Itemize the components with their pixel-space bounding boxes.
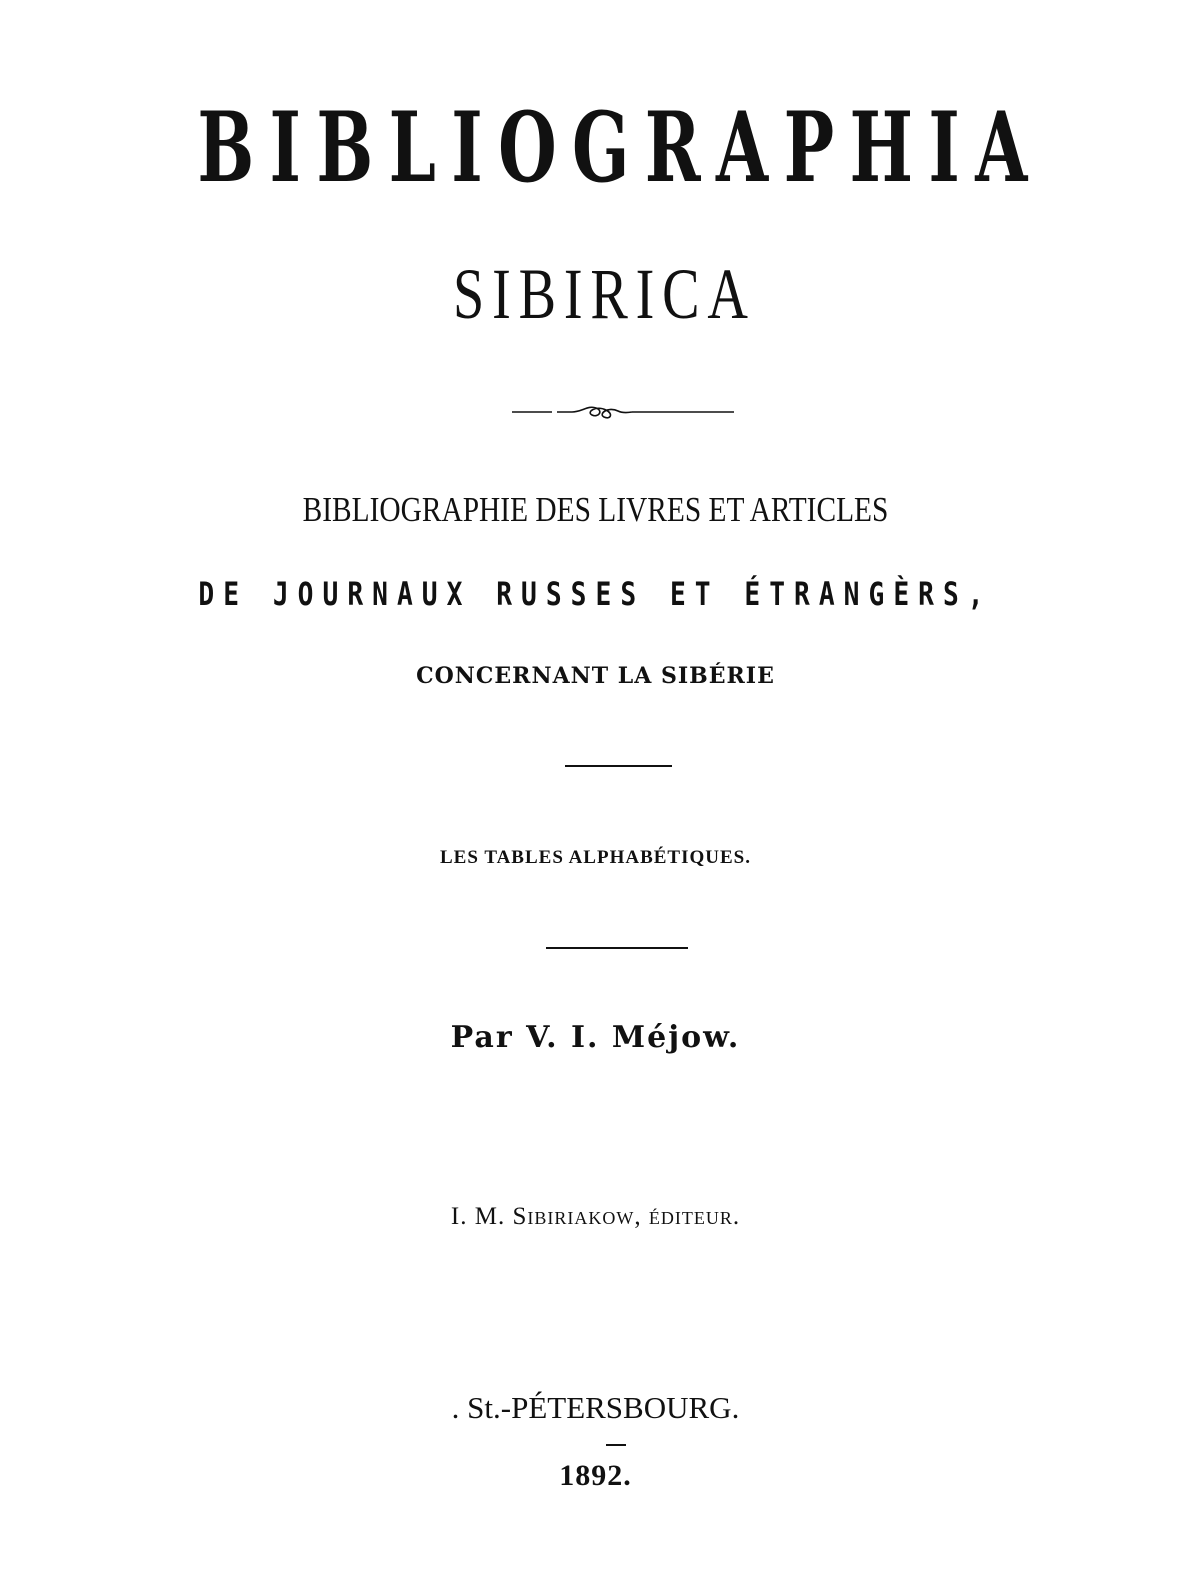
description-line-2: DE JOURNAUX RUSSES ET ÉTRANGÈRS, [198, 575, 993, 613]
tables-heading: LES TABLES ALPHABÉTIQUES. [440, 847, 751, 868]
description-line-1: BIBLIOGRAPHIE DES LIVRES ET ARTICLES [302, 490, 889, 529]
author-line: Par V. I. Méjow. [450, 1020, 741, 1055]
publication-year: 1892. [559, 1459, 632, 1492]
divider-rule [546, 947, 688, 949]
flourish-ornament-icon [512, 400, 734, 424]
editor-line: I. M. Sibiriakow, éditeur. [450, 1203, 741, 1230]
publication-city: . St.-PÉTERSBOURG. [451, 1390, 740, 1425]
main-title: BIBLIOGRAPHIA [197, 91, 1043, 204]
divider-rule [565, 765, 672, 767]
divider-rule [606, 1444, 626, 1446]
sub-title: SIBIRICA [453, 254, 756, 334]
description-line-3: CONCERNANT LA SIBÉRIE [416, 663, 775, 689]
